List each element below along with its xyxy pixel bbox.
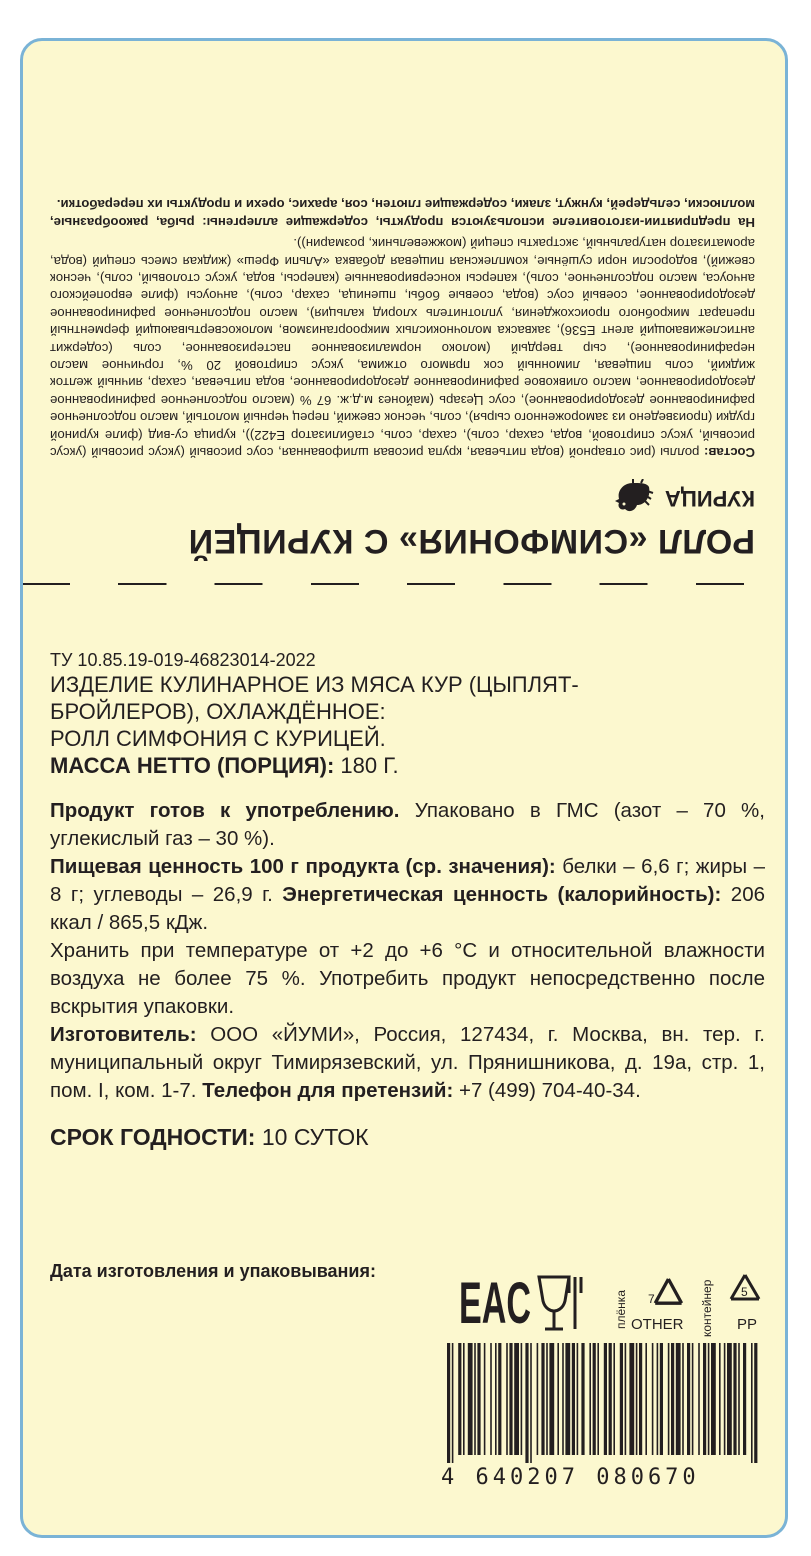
barcode-bar [498,1343,501,1455]
ready-text: Упаковано в ГМС (азот – 70 %, углекислый газ – 30 %). [50,799,765,850]
recycle-7-text: OTHER [631,1316,684,1333]
barcode-bar [687,1343,690,1455]
barcode-bar [572,1343,575,1455]
barcode-bar [636,1343,638,1455]
mass-value: 180 Г. [334,753,399,778]
nutrition-text: белки – 6,6 г; жиры – 8 г; углеводы – 26,9 г. [50,855,765,906]
recycle-7-icon [631,1279,684,1333]
energy-label: Энергетическая ценность (калорийность): [282,883,722,906]
energy-text: 206 ккал / 865,5 кДж. [50,883,765,934]
barcode-bar [463,1343,465,1455]
barcode-number: 4 640207 080670 [441,1465,700,1490]
recycle-7-number: 7 [648,1292,655,1306]
barcode-bar [557,1343,559,1455]
maker-label: Изготовитель: [50,1023,197,1046]
barcode-bar [447,1343,450,1463]
barcode-bar [549,1343,554,1455]
product-line-2: БРОЙЛЕРОВ), ОХЛАЖДЁННОЕ: [50,699,386,724]
barcode-bar [613,1343,615,1455]
barcode-bar [639,1343,642,1455]
barcode-bar [530,1343,532,1463]
barcode-bar [484,1343,486,1455]
barcode-bar [703,1343,706,1455]
food-safe-icon [539,1277,581,1329]
barcode-bar [506,1343,508,1455]
production-date-label: Дата изготовления и упаковывания: [50,1261,376,1281]
mass-label: МАССА НЕТТО (ПОРЦИЯ): [50,753,335,778]
recycle-5-icon [731,1275,759,1333]
barcode-bar [452,1343,454,1463]
storage-info: Хранить при температуре от +2 до +6 °С и относительной влажности воздуха не более 75 %. Употребить продукт непосредственно после вскрытия упаковки. [50,939,765,1018]
ready-info [50,797,765,853]
barcode-bar [719,1343,721,1455]
barcode-bar [474,1343,476,1455]
barcode-bar [754,1343,757,1463]
shelf-label: СРОК ГОДНОСТИ: [50,1124,256,1150]
ready-label: Продукт готов к употреблению. [50,799,400,822]
barcode-bar [589,1343,591,1455]
product-title: РОЛЛ «СИМФОНИЯ» С КУРИЦЕЙ [188,522,755,560]
film-label: плёнка [614,1290,628,1329]
composition-body: роллы (рис отварной (вода питьевая, крупа рисовая шлифованная, соус рисовый (уксус рисовый (уксус рисовый, уксус спиртовой, вода, сахар, соль), сахар, соль, стабилизатор Е422)), курица су-вид (филе куриной грудки (произведено из замороженного сырья), соль, чеснок свежий, перец черный молотый, масло подсолнечное рафинированное дезодорированное), соус Цезарь (майонез м.д.ж. 67 % (масло подсолнечное рафинированное дезодорированное, масло оливковое рафинированное дезодорированное, вода питьевая, сахар, яичный желток жидкий, соль пищевая, лимонный сок прямого отжима, уксус спиртовой 20 %, горчичное масло нерафинированное), сыр твердый (молоко нормализованное пастеризованное, соль (содержит антислеживающий агент Е536), закваска молочнокислых микроорганизмов, молокосвертывающий ферментный препарат микробного происхождения, уплотнитель хлорид кальция), масло подсолнечное рафинированное дезодорированное, соевый соус (вода, соевые бобы, пшеница, сахар, соль), анчоусы (филе европейского анчоуса, масло подсолнечное, соль), каперсы консервированные (каперсы, вода, уксус столовый, соль), чеснок свежий), водоросли нори сушёные, комплексная пищевая добавка «Альпи Фреш» (жидкая смесь специй (вода, ароматизатор натуральный, экстракты специй (можжевельник, розмарин)). [50,236,755,460]
barcode-bar [620,1343,623,1455]
barcode-bar [682,1343,684,1455]
barcode-bar [724,1343,726,1455]
composition-label: Состав: [703,445,755,460]
barcode [443,1343,763,1463]
barcode-bar [581,1343,584,1455]
allergen-text: На предприятии-изготовителе используются продукты, содержащие аллергены: рыба, ракообразные, моллюски, сельдерей, кунжут, злаки, содержащие глютен, соя, арахис, орехи и продукты их переработки. [50,197,755,230]
barcode-bar [711,1343,716,1455]
phone-text: +7 (499) 704-40-34. [453,1079,641,1102]
barcode-bar [668,1343,670,1455]
product-line-1: ИЗДЕЛИЕ КУЛИНАРНОЕ ИЗ МЯСА КУР (ЦЫПЛЯТ- [50,672,579,697]
barcode-bar [698,1343,700,1455]
barcode-bar [652,1343,654,1455]
barcode-bar [468,1343,473,1455]
chicken-icon [611,479,655,517]
phone-label: Телефон для претензий: [202,1079,454,1102]
front-section [50,649,765,1151]
barcode-bar [751,1343,753,1463]
barcode-bar [671,1343,674,1455]
barcode-bar [514,1343,519,1455]
eac-mark: EAC [459,1271,531,1336]
barcode-bar [537,1343,539,1455]
barcode-bar [708,1343,710,1455]
cut-line [23,583,785,585]
nutrition-label: Пищевая ценность 100 г продукта (ср. значения): [50,855,556,878]
manufacturer-info [50,1021,765,1105]
product-label [20,38,788,1538]
barcode-bar [727,1343,732,1455]
product-subtitle: КУРИЦА [664,486,755,511]
barcode-bar [541,1343,544,1455]
barcode-bar [525,1343,528,1463]
barcode-bar [692,1343,694,1455]
barcode-bar [738,1343,740,1455]
barcode-bar [733,1343,736,1455]
barcode-bar [458,1343,461,1455]
barcode-bar [593,1343,596,1455]
recycle-5-text: PP [737,1316,758,1333]
product-line-3: РОЛЛ СИМФОНИЯ С КУРИЦЕЙ. [50,726,386,751]
barcode-bar [597,1343,599,1455]
barcode-bar [645,1343,647,1455]
barcode-bar [657,1343,659,1455]
recycle-5-number: 5 [741,1285,748,1299]
barcode-bar [562,1343,564,1455]
barcode-bar [604,1343,607,1455]
shelf-life [50,1123,765,1151]
barcode-bar [565,1343,570,1455]
container-label: контейнер [700,1279,714,1337]
barcode-bar [609,1343,612,1455]
eac-icon [459,1271,531,1336]
barcode-bar [676,1343,681,1455]
barcode-bar [490,1343,492,1455]
certification-icons [459,1263,779,1343]
rotated-section [23,41,785,581]
barcode-bar [495,1343,497,1455]
barcode-bar [629,1343,634,1455]
tu-code: ТУ 10.85.19-019-46823014-2022 [50,650,316,670]
barcode-bar [546,1343,548,1455]
barcode-bar [521,1343,523,1455]
barcode-bar [477,1343,480,1455]
shelf-value: 10 СУТОК [255,1124,369,1150]
barcode-bar [660,1343,663,1455]
nutrition-info [50,853,765,937]
barcode-bar [577,1343,579,1455]
barcode-bar [743,1343,746,1455]
barcode-bar [625,1343,627,1455]
maker-text: ООО «ЙУМИ», Россия, 127434, г. Москва, вн. тер. г. муниципальный округ Тимирязевский, ул. Прянишникова, д. 19а, стр. 1, пом. I, ком. 1-7. [50,1023,765,1102]
net-mass [50,752,765,779]
barcode-bar [509,1343,512,1455]
composition-text [50,235,755,461]
